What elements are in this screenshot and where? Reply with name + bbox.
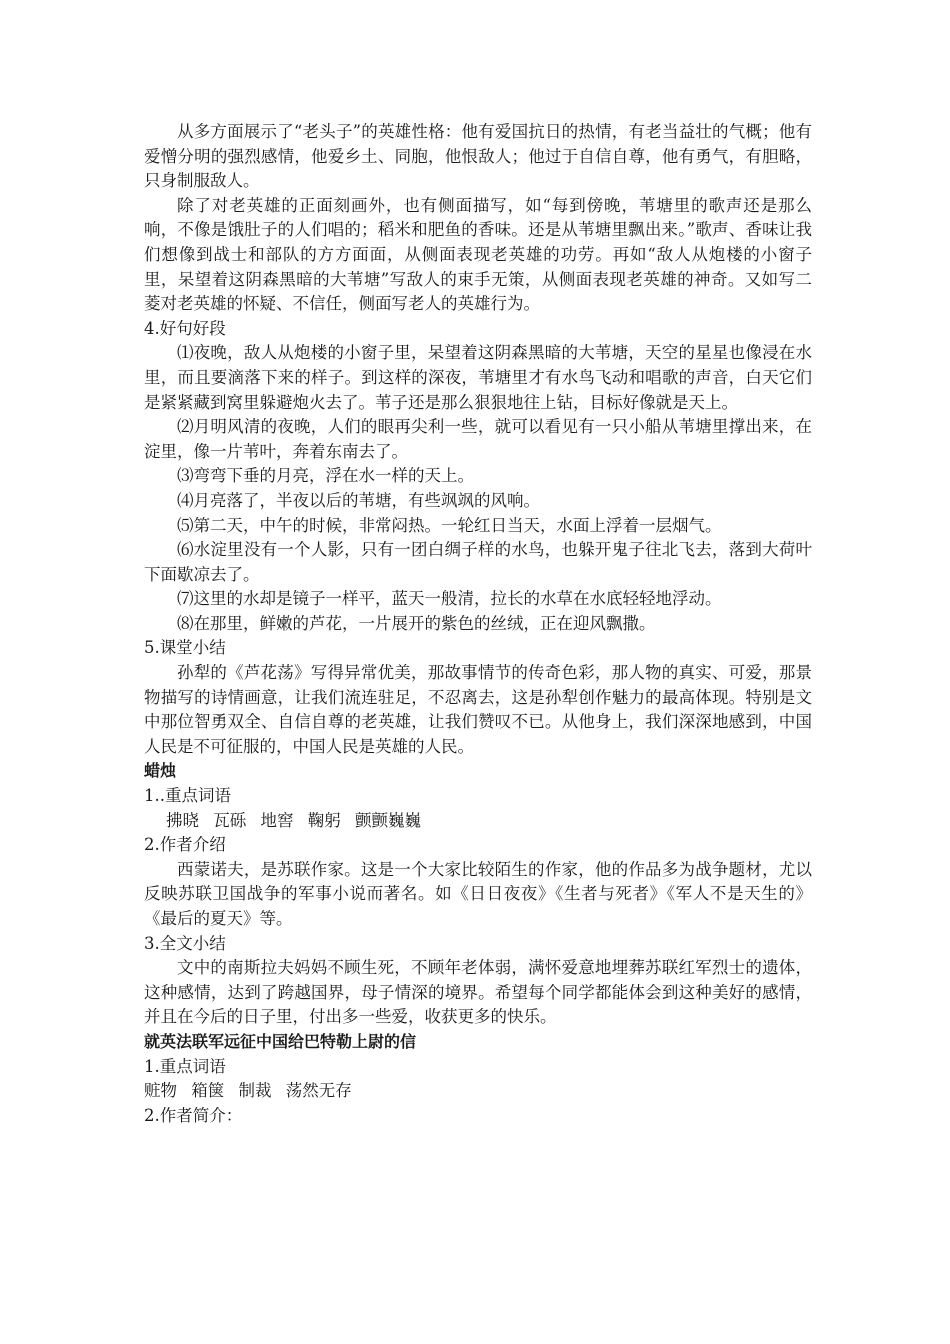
paragraph-hero-character: 从多方面展示了“老头子”的英雄性格：他有爱国抗日的热情，有老当益壮的气概；他有爱憎分明的强烈感情，他爱乡土、同胞，他恨敌人；他过于自信自尊，他有勇气，有胆略，只身制服敌人。 xyxy=(144,122,812,191)
sentence-item-3: ⑶弯弯下垂的月亮，浮在水一样的天上。 xyxy=(177,466,474,486)
sentence-item-5: ⑸第二天，中午的时候，非常闷热。一轮红日当天，水面上浮着一层烟气。 xyxy=(177,515,722,535)
key-word: 瓦砾 xyxy=(213,810,247,830)
heading-class-summary: 5.课堂小结 xyxy=(144,638,226,658)
heading-key-words: 1..重点词语 xyxy=(144,786,231,806)
sentence-item-2: ⑵月明风清的夜晚，人们的眼再尖利一些，就可以看见有一只小船从苇塘里撑出来，在淀里，像一片苇叶，奔着东南去了。 xyxy=(144,417,812,461)
key-words-list-2 xyxy=(144,1079,812,1104)
key-word: 拂晓 xyxy=(166,810,199,830)
heading-author-brief: 2.作者简介： xyxy=(144,1105,243,1125)
key-words-list xyxy=(144,809,812,834)
key-word: 鞠躬 xyxy=(307,810,341,830)
heading-full-summary: 3.全文小结 xyxy=(144,933,226,953)
section-title-candle: 蜡烛 xyxy=(144,761,177,781)
heading-key-words-2: 1.重点词语 xyxy=(144,1056,226,1076)
sentence-item-8: ⑻在那里，鲜嫩的芦花，一片展开的紫色的丝绒，正在迎风飘撒。 xyxy=(177,613,656,633)
paragraph-full-summary: 文中的南斯拉夫妈妈不顾生死，不顾年老体弱，满怀爱意地埋葬苏联红军烈士的遗体，这种感情，达到了跨越国界，母子情深的境界。希望每个同学都能体会到这种美好的感情，并且在今后的日子里，付出多一些爱，收获更多的快乐。 xyxy=(144,958,812,1027)
key-word: 地窖 xyxy=(260,810,294,830)
key-word: 制裁 xyxy=(238,1081,272,1101)
sentence-item-7: ⑺这里的水却是镜子一样平，蓝天一般清，拉长的水草在水底轻轻地浮动。 xyxy=(177,589,722,609)
section-title-letter: 就英法联军远征中国给巴特勒上尉的信 xyxy=(144,1031,417,1051)
key-word: 赃物 xyxy=(144,1081,177,1101)
heading-author-intro: 2.作者介绍 xyxy=(144,835,226,855)
document-page xyxy=(144,120,812,1128)
paragraph-author-intro: 西蒙诺夫，是苏联作家。这是一个大家比较陌生的作家，他的作品多为战争题材，尤以反映苏联卫国战争的军事小说而著名。如《日日夜夜》《生者与死者》《军人不是天生的》《最后的夏天》等。 xyxy=(144,859,812,928)
key-word: 箱箧 xyxy=(191,1081,225,1101)
heading-good-sentences: 4.好句好段 xyxy=(144,318,226,338)
sentence-item-4: ⑷月亮落了，半夜以后的苇塘，有些飒飒的风响。 xyxy=(177,490,540,510)
sentence-item-6: ⑹水淀里没有一个人影，只有一团白绸子样的水鸟，也躲开鬼子往北飞去，落到大荷叶下面歇凉去了。 xyxy=(144,540,812,584)
paragraph-class-summary: 孙犁的《芦花荡》写得异常优美，那故事情节的传奇色彩，那人物的真实、可爱，那景物描写的诗情画意，让我们流连驻足，不忍离去，这是孙犁创作魅力的最高体现。特别是文中那位智勇双全、自信自尊的老英雄，让我们赞叹不已。从他身上，我们深深地感到，中国人民是不可征服的，中国人民是英雄的人民。 xyxy=(144,663,812,756)
key-word: 荡然无存 xyxy=(285,1081,352,1101)
paragraph-side-description: 除了对老英雄的正面刻画外，也有侧面描写，如“每到傍晚，苇塘里的歌声还是那么响，不像是饿肚子的人们唱的；稻米和肥鱼的香味。还是从苇塘里飘出来。”歌声、香味让我们想像到战士和部队的方方面面，从侧面表现老英雄的功劳。再如“敌人从炮楼的小窗子里，呆望着这阴森黑暗的大苇塘”写敌人的束手无策，从侧面表现老英雄的神奇。又如写二菱对老英雄的怀疑、不信任，侧面写老人的英雄行为。 xyxy=(144,195,812,314)
key-word: 颤颤巍巍 xyxy=(355,810,421,830)
sentence-item-1: ⑴夜晚，敌人从炮楼的小窗子里，呆望着这阴森黑暗的大苇塘，天空的星星也像浸在水里，而且要滴落下来的样子。到这样的深夜，苇塘里才有水鸟飞动和唱歌的声音，白天它们是紧紧藏到窝里躲避炮火去了。苇子还是那么狠狠地往上钻，目标好像就是天上。 xyxy=(144,343,812,412)
